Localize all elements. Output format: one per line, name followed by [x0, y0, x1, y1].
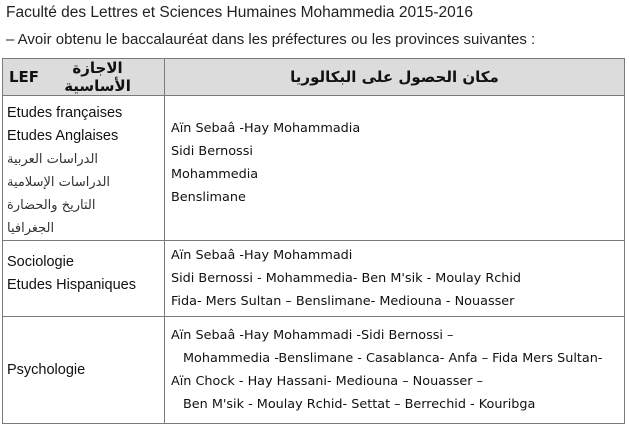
- program-cell: [3, 96, 165, 241]
- location-item: Aïn Sebaâ -Hay Mohammadi: [171, 248, 353, 263]
- header-arabic-label: الاجازة الأساسية: [64, 59, 131, 95]
- header-program-cell: [3, 59, 165, 96]
- program-cell: [3, 317, 165, 424]
- header-location-label: مكان الحصول على البكالوريا: [290, 68, 499, 86]
- location-cell: [165, 241, 625, 317]
- location-item: Mohammedia -Benslimane - Casablanca- Anfa – Fida Mers Sultan-: [183, 351, 603, 366]
- location-item: Fida- Mers Sultan – Benslimane- Mediouna - Nouasser: [171, 294, 515, 309]
- location-item: Sidi Bernossi - Mohammedia- Ben M'sik - Moulay Rchid: [171, 271, 522, 286]
- program-item: Etudes françaises: [7, 105, 123, 121]
- location-item: Mohammedia: [171, 167, 259, 182]
- location-item: Aïn Sebaâ -Hay Mohammadi -Sidi Bernossi –: [171, 328, 454, 343]
- location-item: Sidi Bernossi: [171, 144, 253, 159]
- location-cell: [165, 96, 625, 241]
- table-row: [3, 96, 625, 241]
- location-item: Aïn Chock - Hay Hassani- Mediouna – Nouasser –: [171, 374, 483, 389]
- table-header-row: [3, 59, 625, 96]
- admission-table: [2, 58, 625, 424]
- program-item: الدراسات العربية: [7, 152, 99, 167]
- header-lef-label: LEF: [9, 68, 40, 86]
- location-item: Aïn Sebaâ -Hay Mohammadia: [171, 121, 361, 136]
- program-item: Etudes Anglaises: [7, 128, 119, 144]
- program-cell: [3, 241, 165, 317]
- program-item: الجغرافيا: [7, 221, 55, 236]
- program-item: التاريخ والحضارة: [7, 198, 96, 213]
- program-item: الدراسات الإسلامية: [7, 175, 111, 190]
- location-item: Ben M'sik - Moulay Rchid- Settat – Berrechid - Kouribga: [183, 397, 536, 412]
- location-cell: [165, 317, 625, 424]
- header-location-cell: [165, 59, 625, 96]
- program-item: Sociologie: [7, 254, 74, 270]
- page-subtitle: – Avoir obtenu le baccalauréat dans les préfectures ou les provinces suivantes :: [6, 31, 536, 48]
- program-item: Psychologie: [7, 361, 86, 378]
- table-row: [3, 317, 625, 424]
- program-item: Etudes Hispaniques: [7, 277, 136, 293]
- page-title: Faculté des Lettres et Sciences Humaines Mohammedia 2015-2016: [6, 4, 473, 21]
- location-item: Benslimane: [171, 190, 246, 205]
- table-row: [3, 241, 625, 317]
